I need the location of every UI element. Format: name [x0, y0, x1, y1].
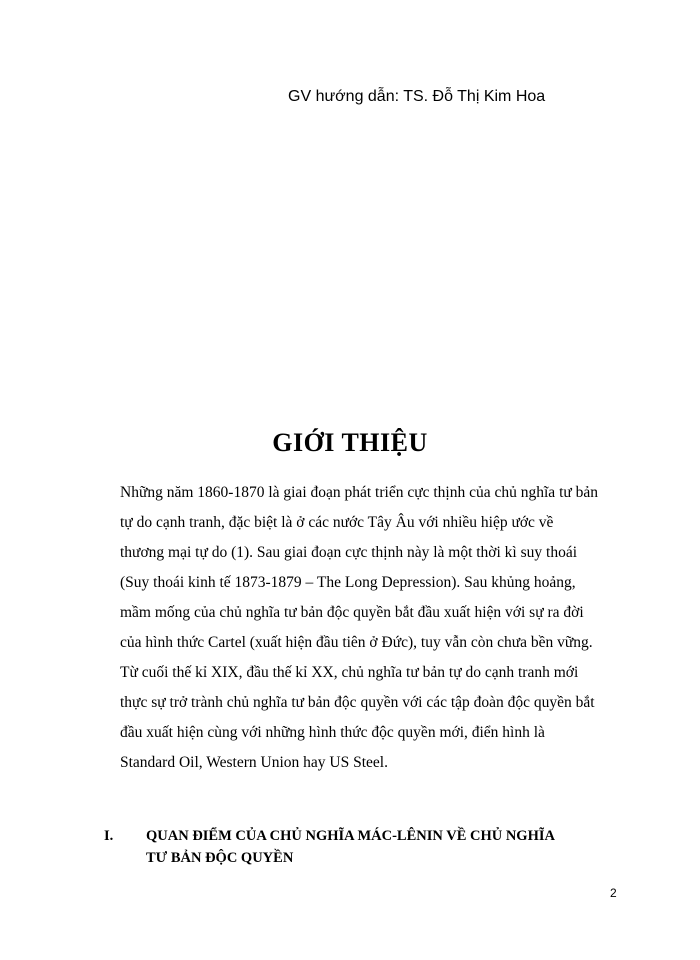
page-number: 2: [610, 886, 617, 900]
paragraph-line: Standard Oil, Western Union hay US Steel.: [120, 754, 388, 771]
intro-paragraph: [120, 478, 600, 778]
paragraph-line: của hình thức Cartel (xuất hiện đầu tiên ở Đức), tuy vẫn còn chưa bền vững.: [120, 634, 593, 651]
paragraph-line: Từ cuối thế kỉ XIX, đầu thế kỉ XX, chủ nghĩa tư bản tự do cạnh tranh mới: [120, 664, 579, 681]
chapter-title-line: TƯ BẢN ĐỘC QUYỀN: [146, 850, 294, 866]
paragraph-line: thực sự trở trành chủ nghĩa tư bản độc quyền với các tập đoàn độc quyền bắt: [120, 694, 595, 711]
supervisor-line: GV hướng dẫn: TS. Đỗ Thị Kim Hoa: [288, 88, 546, 105]
section-title: GIỚI THIỆU: [272, 428, 428, 457]
chapter-title-line: QUAN ĐIỂM CỦA CHỦ NGHĨA MÁC-LÊNIN VỀ CHỦ NGHĨA: [146, 828, 555, 844]
paragraph-line: (Suy thoái kinh tế 1873-1879 – The Long Depression). Sau khủng hoảng,: [120, 574, 576, 591]
paragraph-line: mầm mống của chủ nghĩa tư bản độc quyền bắt đầu xuất hiện với sự ra đời: [120, 604, 584, 621]
chapter-title: [146, 825, 616, 869]
paragraph-line: Những năm 1860-1870 là giai đoạn phát triển cực thịnh của chủ nghĩa tư bản: [120, 484, 599, 501]
chapter-number: I.: [104, 828, 114, 844]
paragraph-line: đầu xuất hiện cùng với những hình thức độc quyền mới, điển hình là: [120, 724, 545, 741]
paragraph-line: tự do cạnh tranh, đặc biệt là ở các nước Tây Âu với nhiều hiệp ước về: [120, 514, 554, 531]
paragraph-line: thương mại tự do (1). Sau giai đoạn cực thịnh này là một thời kì suy thoái: [120, 544, 578, 561]
